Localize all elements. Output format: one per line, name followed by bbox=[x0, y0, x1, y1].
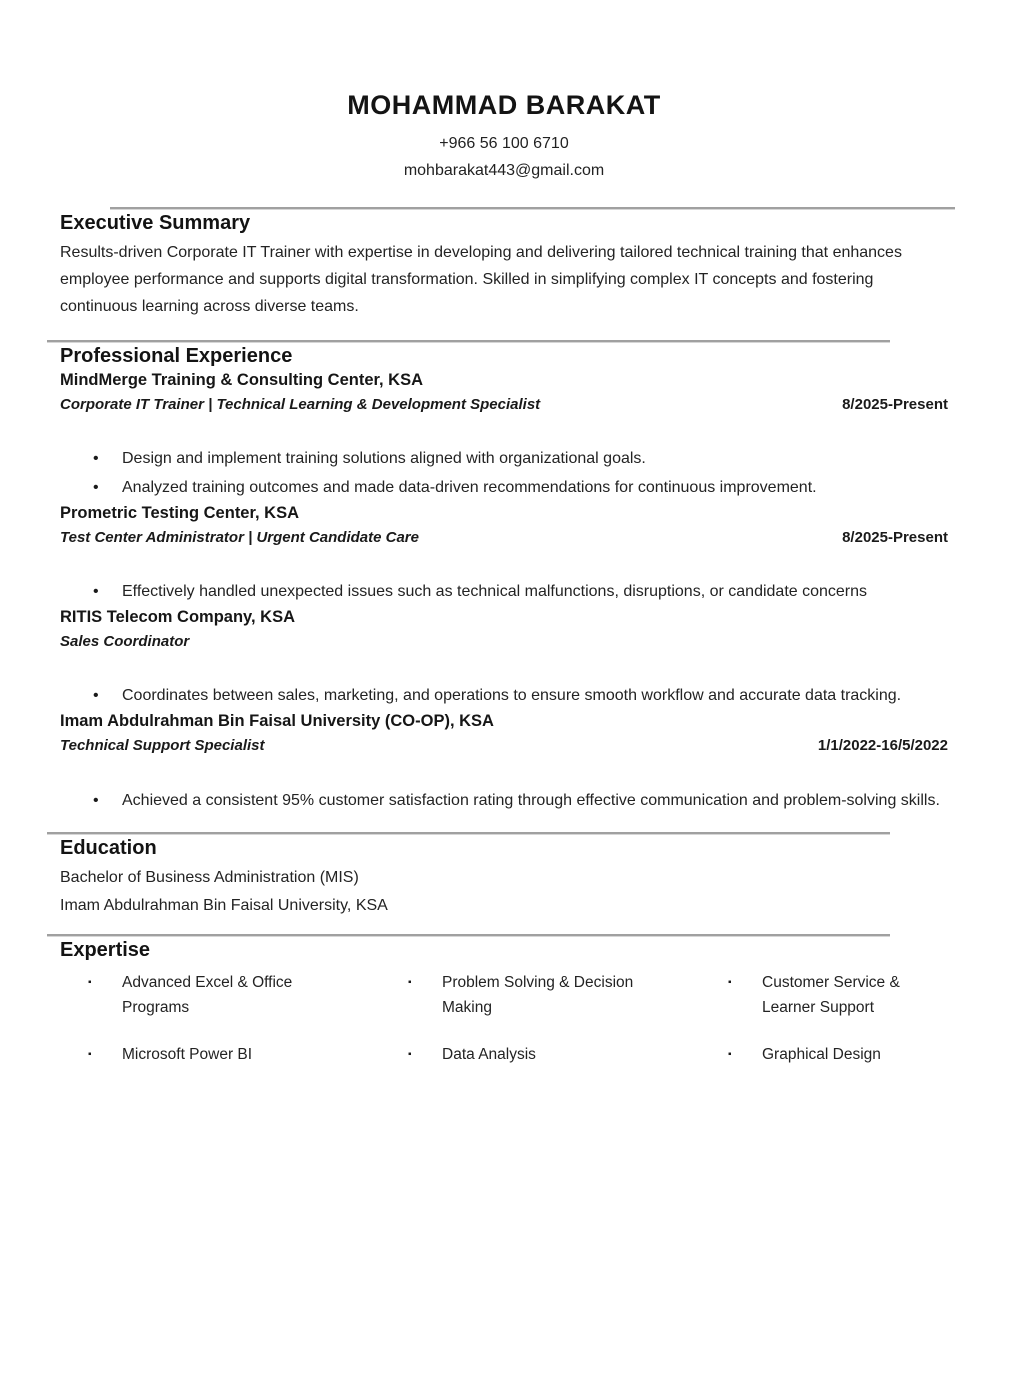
job-role-row bbox=[60, 736, 948, 756]
job-role-row bbox=[60, 632, 948, 652]
square-bullet-icon: ▪ bbox=[728, 977, 732, 988]
job-role: Test Center Administrator | Urgent Candidate Care bbox=[60, 529, 419, 546]
job-company: Imam Abdulrahman Bin Faisal University (CO-OP), KSA bbox=[60, 712, 494, 730]
skill-item bbox=[60, 970, 380, 1020]
skill-item bbox=[380, 1042, 700, 1067]
skill-item bbox=[60, 1042, 380, 1067]
expertise-grid bbox=[60, 970, 948, 1067]
job-company: Prometric Testing Center, KSA bbox=[60, 504, 300, 522]
square-bullet-icon: ▪ bbox=[88, 977, 92, 988]
job-dates: 8/2025-Present bbox=[842, 396, 948, 413]
education-degree: Bachelor of Business Administration (MIS) bbox=[60, 869, 359, 886]
skill-label: Microsoft Power BI bbox=[122, 1046, 253, 1063]
job-company: RITIS Telecom Company, KSA bbox=[60, 608, 296, 626]
education-lines bbox=[60, 864, 948, 920]
contact-email: mohbarakat443@gmail.com bbox=[403, 162, 605, 179]
job-role: Corporate IT Trainer | Technical Learning & Development Specialist bbox=[60, 396, 541, 413]
executive-summary-text: Results-driven Corporate IT Trainer with expertise in developing and delivering tailored technical training that enhances employee performance and supports digital transformation. Skilled in simplifying complex IT concepts and fostering continuous learning across diverse teams. bbox=[60, 244, 902, 315]
section-title-professional-experience: Professional Experience bbox=[60, 345, 293, 367]
skill-label: Customer Service & Learner Support bbox=[762, 974, 900, 1016]
job-role: Technical Support Specialist bbox=[60, 737, 265, 754]
job-role-row bbox=[60, 395, 948, 415]
job-bullet-list bbox=[60, 444, 948, 502]
square-bullet-icon: ▪ bbox=[88, 1049, 92, 1060]
section-title-executive-summary: Executive Summary bbox=[60, 212, 251, 234]
job-dates: 1/1/2022-16/5/2022 bbox=[817, 737, 948, 754]
skill-item bbox=[700, 970, 1020, 1020]
skill-item bbox=[380, 970, 700, 1020]
skill-label: Graphical Design bbox=[762, 1046, 881, 1063]
job-dates: 8/2025-Present bbox=[842, 529, 948, 546]
square-bullet-icon: ▪ bbox=[728, 1049, 732, 1060]
skill-label: Advanced Excel & Office Programs bbox=[122, 974, 293, 1016]
job-company: MindMerge Training & Consulting Center, KSA bbox=[60, 371, 424, 389]
square-bullet-icon: ▪ bbox=[408, 977, 412, 988]
bullet-item: • Design and implement training solutions aligned with organizational goals. bbox=[60, 444, 948, 473]
job-bullet-list bbox=[60, 577, 948, 606]
candidate-name: MOHAMMAD BARAKAT bbox=[347, 90, 661, 120]
job-role-row bbox=[60, 528, 948, 548]
education-school: Imam Abdulrahman Bin Faisal University, KSA bbox=[60, 897, 388, 914]
bullet-item: • Effectively handled unexpected issues such as technical malfunctions, disruptions, or candidate concerns bbox=[60, 577, 948, 606]
bullet-item: • Coordinates between sales, marketing, and operations to ensure smooth workflow and accurate data tracking. bbox=[60, 681, 948, 710]
square-bullet-icon: ▪ bbox=[408, 1049, 412, 1060]
section-title-expertise: Expertise bbox=[60, 939, 151, 961]
section-title-education: Education bbox=[60, 837, 157, 859]
bullet-item: • Achieved a consistent 95% customer satisfaction rating through effective communication and problem-solving skills. bbox=[60, 786, 948, 815]
job-bullet-list bbox=[60, 786, 948, 815]
job-bullet-list bbox=[60, 681, 948, 710]
skill-label: Data Analysis bbox=[442, 1046, 536, 1063]
job-role: Sales Coordinator bbox=[60, 633, 190, 650]
skill-label: Problem Solving & Decision Making bbox=[442, 974, 634, 1016]
skill-item bbox=[700, 1042, 1020, 1067]
contact-phone: +966 56 100 6710 bbox=[439, 135, 569, 152]
bullet-item: • Analyzed training outcomes and made data-driven recommendations for continuous improvement. bbox=[60, 473, 948, 502]
